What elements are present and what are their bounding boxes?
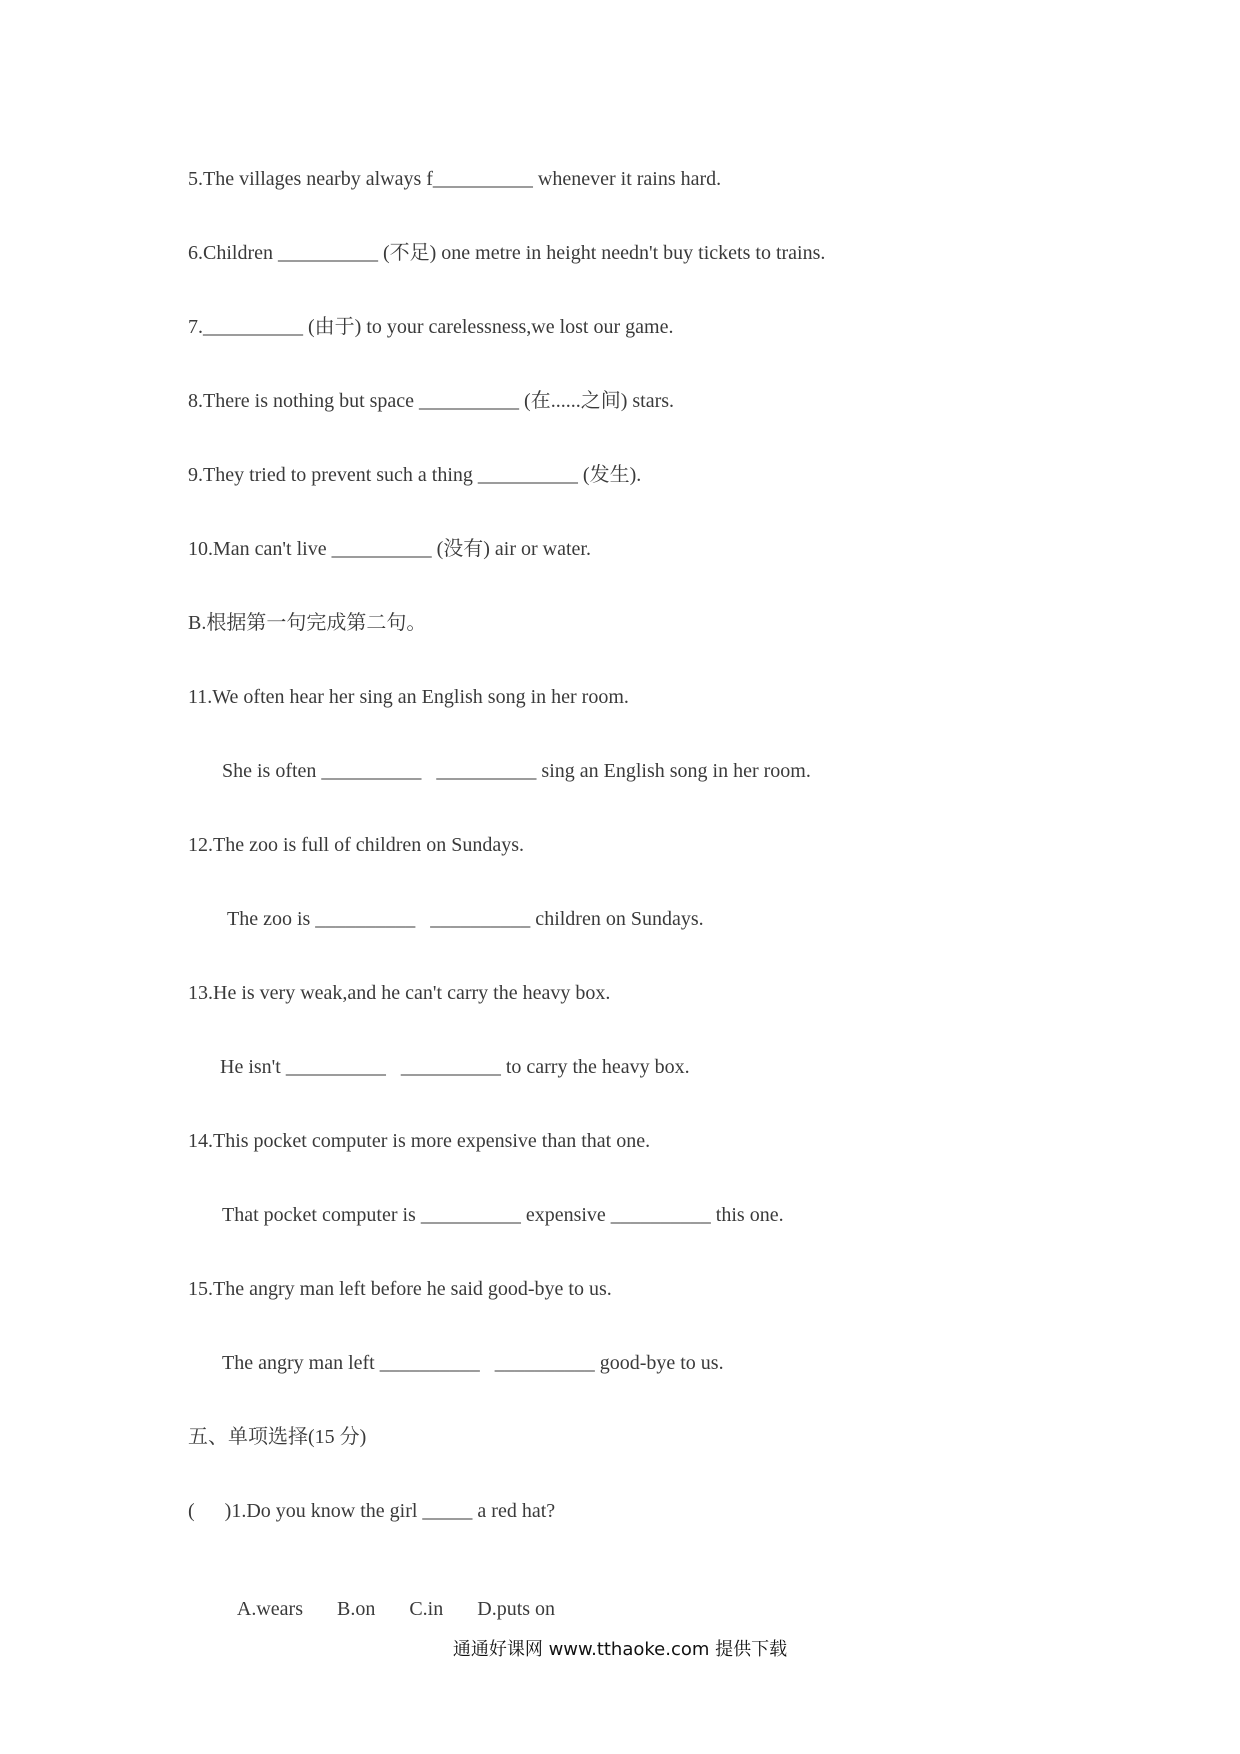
section-5-heading: 五、单项选择(15 分) xyxy=(188,1426,367,1448)
line-q15: 15.The angry man left before he said good-bye to us. xyxy=(188,1278,612,1300)
line-q12-answer: The zoo is __________ __________ children on Sundays. xyxy=(227,908,704,930)
line-q10: 10.Man can't live __________ (没有) air or water. xyxy=(188,538,591,560)
option-d: D.puts on xyxy=(477,1598,556,1620)
mc-options-1 xyxy=(228,1573,555,1621)
option-b: B.on xyxy=(337,1598,376,1620)
line-q7: 7.__________ (由于) to your carelessness,we lost our game. xyxy=(188,316,674,338)
line-q13-answer: He isn't __________ __________ to carry the heavy box. xyxy=(220,1056,690,1078)
section-b-heading: B.根据第一句完成第二句。 xyxy=(188,612,427,634)
line-q12: 12.The zoo is full of children on Sundays. xyxy=(188,834,525,856)
line-q15-answer: The angry man left __________ __________ good-bye to us. xyxy=(222,1352,724,1374)
option-a: A.wears xyxy=(236,1598,303,1620)
mc-question-1: ( )1.Do you know the girl _____ a red hat? xyxy=(188,1500,556,1522)
page-footer: 通通好课网 www.tthaoke.com 提供下载 xyxy=(452,1639,788,1660)
line-q5: 5.The villages nearby always f__________ whenever it rains hard. xyxy=(188,168,722,190)
line-q14: 14.This pocket computer is more expensive than that one. xyxy=(188,1130,651,1152)
line-q13: 13.He is very weak,and he can't carry the heavy box. xyxy=(188,982,611,1004)
line-q8: 8.There is nothing but space __________ (在......之间) stars. xyxy=(188,390,675,412)
line-q11: 11.We often hear her sing an English song in her room. xyxy=(188,686,629,708)
line-q14-answer: That pocket computer is __________ expensive __________ this one. xyxy=(222,1204,784,1226)
line-q6: 6.Children __________ (不足) one metre in height needn't buy tickets to trains. xyxy=(188,242,826,264)
line-q11-answer: She is often __________ __________ sing an English song in her room. xyxy=(222,760,811,782)
option-c: C.in xyxy=(409,1598,444,1620)
line-q9: 9.They tried to prevent such a thing __________ (发生). xyxy=(188,464,642,486)
